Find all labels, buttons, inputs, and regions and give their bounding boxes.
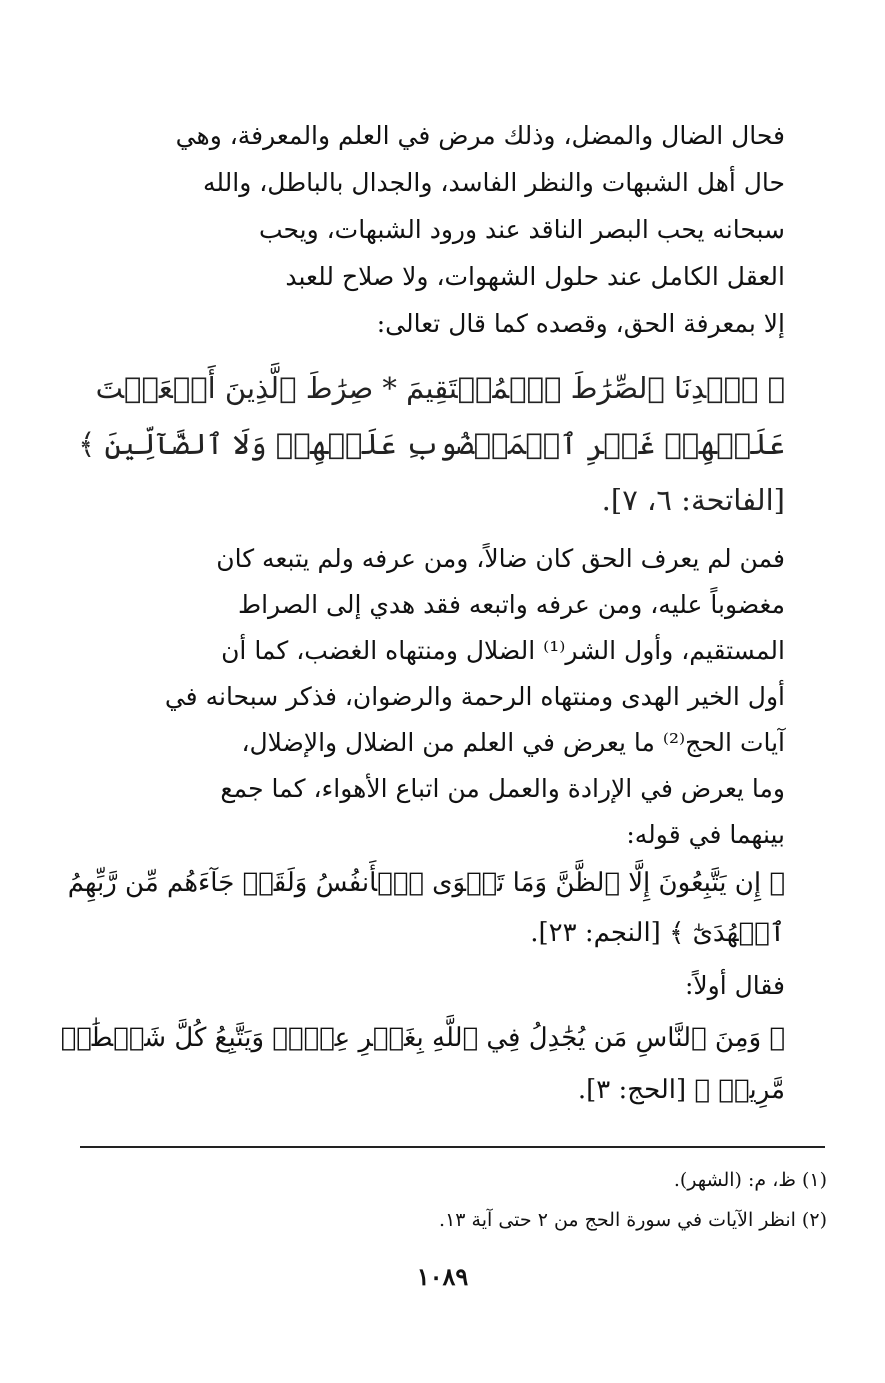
verse-line: ﴿ إِن يَتَّبِعُونَ إِلَّا ٱلظَّنَّ وَمَا تَهۡوَى ٱلۡأَنفُسُ وَلَقَدۡ جَآءَهُم مِّن رَّبِّهِمُ (67, 868, 785, 898)
text-line: المستقيم، وأول الشر⁽¹⁾ الضلال ومنتهاه الغضب، كما أن (221, 636, 785, 665)
verse-line: ﴿ ٱهۡدِنَا ٱلصِّرَٰطَ ٱلۡمُسۡتَقِيمَ * صِرَٰطَ ٱلَّذِينَ أَنۡعَمۡتَ (95, 371, 785, 405)
text-line: إلا بمعرفة الحق، وقصده كما قال تعالى: (376, 309, 785, 338)
verse-reference: [الفاتحة: ٦، ٧]. (601, 483, 785, 517)
text-line: أول الخير الهدى ومنتهاه الرحمة والرضوان، فذكر سبحانه في (164, 682, 785, 711)
quran-verse-hajj (60, 1012, 785, 1116)
text-line: العقل الكامل عند حلول الشهوات، ولا صلاح للعبد (285, 262, 785, 291)
page-number: ١٠٨٩ (416, 1262, 469, 1291)
text-line: فقال أولاً: (684, 971, 785, 1000)
footnote-divider (80, 1146, 825, 1148)
text-line: مغضوباً عليه، ومن عرفه واتبعه فقد هدي إلى الصراط (237, 590, 785, 619)
text-line: حال أهل الشبهات والنظر الفاسد، والجدال بالباطل، والله (202, 168, 785, 197)
paragraph-2 (164, 536, 785, 858)
text-line: وما يعرض في الإرادة والعمل من اتباع الأهواء، كما جمع (220, 774, 785, 803)
quran-verse-fatiha (78, 360, 785, 528)
text-line: آيات الحج⁽²⁾ ما يعرض في العلم من الضلال والإضلال، (241, 728, 785, 757)
paragraph-3 (240, 964, 785, 1008)
text-line: فحال الضال والمضل، وذلك مرض في العلم والمعرفة، وهي (175, 121, 785, 150)
text-line: سبحانه يحب البصر الناقد عند ورود الشبهات، ويحب (258, 215, 785, 244)
verse-line: ٱلۡهُدَىٰٓ ﴾ [النجم: ٢٣]. (530, 918, 785, 948)
verse-line: ﴿ وَمِنَ ٱلنَّاسِ مَن يُجَٰدِلُ فِي ٱللَّهِ بِغَيۡرِ عِلۡمٖ وَيَتَّبِعُ كُلَّ شَيۡطَٰنٖ (60, 1023, 785, 1053)
text-line: بينهما في قوله: (626, 820, 785, 849)
footnote-2: (٢) انظر الآيات في سورة الحج من ٢ حتى آية ١٣. (439, 1209, 827, 1231)
verse-line: مَّرِيدٖ ﴾ [الحج: ٣]. (577, 1075, 785, 1105)
quran-verse-najm (67, 858, 785, 958)
footnotes (127, 1160, 827, 1240)
footnote-1: (١) ظ، م: (الشهر). (673, 1169, 827, 1191)
paragraph-1 (175, 112, 785, 347)
verse-line: عَلَيۡهِمۡ غَيۡرِ ٱلۡمَغۡضُوبِ عَلَيۡهِمۡ وَلَا ٱلضَّآلِّينَ ﴾ (78, 427, 785, 461)
text-line: فمن لم يعرف الحق كان ضالاً، ومن عرفه ولم يتبعه كان (216, 544, 785, 573)
